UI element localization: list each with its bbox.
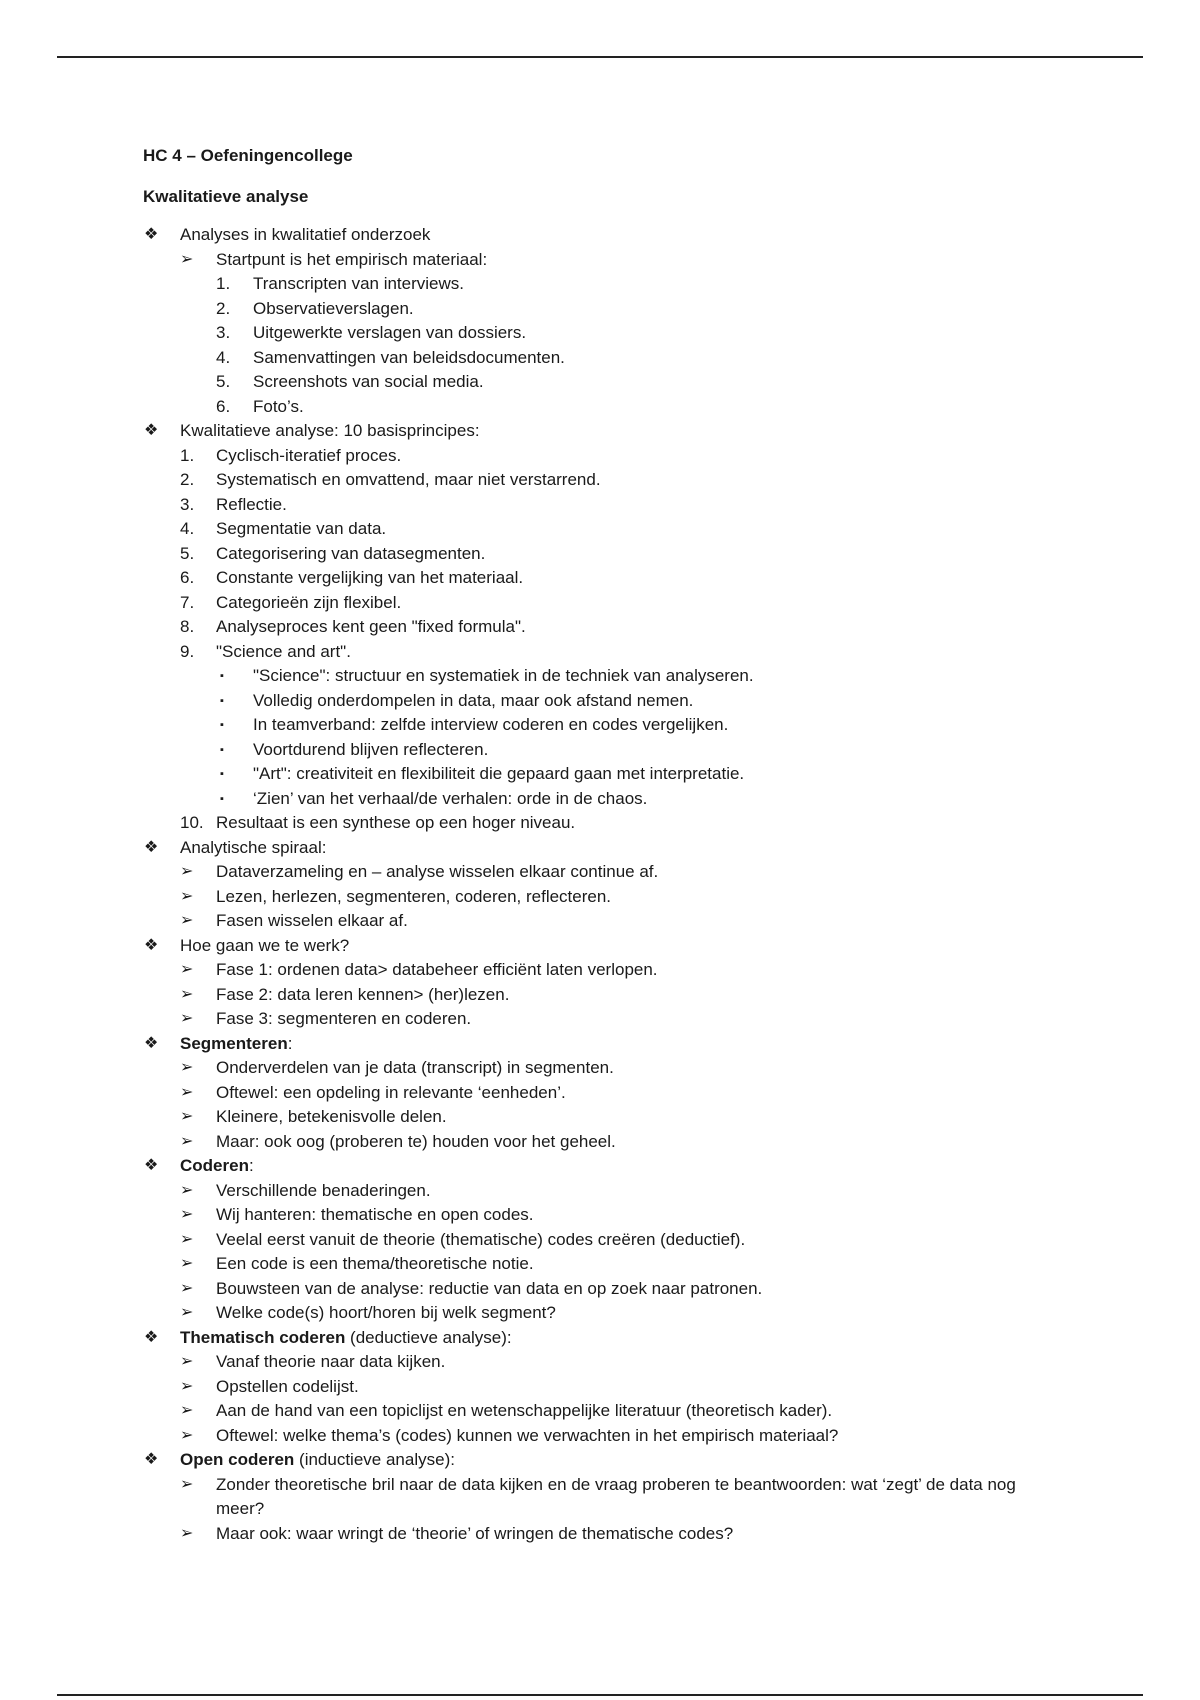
list-item (143, 1105, 1063, 1130)
arrow-bullet-icon: ➢ (180, 1230, 194, 1248)
list-number: 5. (216, 372, 231, 391)
list-number: 9. (180, 641, 195, 661)
list-item-text: Wij hanteren: thematische en open codes. (216, 1205, 534, 1224)
list-item-text: Maar: ook oog (proberen te) houden voor het geheel. (216, 1131, 616, 1151)
list-item (143, 1399, 1063, 1424)
list-item-text: Analyseproces kent geen "fixed formula". (216, 617, 526, 636)
arrow-bullet-icon: ➢ (180, 887, 194, 905)
list-item-text: Fase 3: segmenteren en coderen. (216, 1009, 472, 1028)
list-item-section (143, 1448, 1063, 1473)
arrow-bullet-icon: ➢ (180, 1132, 194, 1150)
square-bullet-icon: ▪ (220, 792, 224, 805)
list-item (143, 1179, 1063, 1204)
list-number: 3. (180, 494, 195, 514)
list-item-text: Bouwsteen van de analyse: reductie van data en op zoek naar patronen. (216, 1278, 763, 1298)
square-bullet-icon: ▪ (220, 670, 224, 682)
list-item-text: In teamverband: zelfde interview coderen en codes vergelijken. (253, 715, 729, 734)
list-item-text: Uitgewerkte verslagen van dossiers. (253, 323, 527, 342)
list-number: 4. (180, 519, 195, 538)
diamond-bullet-icon: ❖ (144, 1451, 159, 1468)
section-title-suffix: (deductieve analyse): (345, 1327, 512, 1347)
list-item (143, 321, 1063, 346)
list-item-text: Segmentatie van data. (216, 519, 387, 538)
list-item (143, 1007, 1063, 1032)
list-item-section (143, 934, 1063, 959)
list-item-text: Vanaf theorie naar data kijken. (216, 1352, 446, 1371)
arrow-bullet-icon: ➢ (180, 250, 194, 268)
list-item-text: Cyclisch-iteratief proces. (216, 445, 402, 465)
list-item-text: Fase 1: ordenen data> databeheer efficiënt laten verlopen. (216, 960, 658, 979)
list-number: 7. (180, 592, 195, 612)
arrow-bullet-icon: ➢ (180, 863, 194, 880)
list-number: 8. (180, 617, 195, 636)
list-item (143, 811, 1063, 836)
list-item (143, 566, 1063, 591)
list-item (143, 346, 1063, 371)
arrow-bullet-icon: ➢ (180, 1353, 194, 1370)
square-bullet-icon: ▪ (220, 743, 224, 756)
list-item-text: "Art": creativiteit en flexibiliteit die gepaard gaan met interpretatie. (253, 764, 745, 783)
list-item-section (143, 223, 1063, 248)
arrow-bullet-icon: ➢ (180, 1402, 194, 1419)
list-item-text: Lezen, herlezen, segmenteren, coderen, reflecteren. (216, 886, 612, 906)
list-item (143, 1277, 1063, 1302)
list-item-text: ‘Zien’ van het verhaal/de verhalen: orde in de chaos. (253, 788, 648, 808)
list-number: 6. (216, 396, 231, 416)
arrow-bullet-icon: ➢ (180, 912, 194, 929)
list-item-text: Systematisch en omvattend, maar niet verstarrend. (216, 470, 601, 489)
list-item-section (143, 1154, 1063, 1179)
list-item-section (143, 1032, 1063, 1057)
list-item-text: Transcripten van interviews. (253, 274, 465, 293)
list-item (143, 370, 1063, 395)
arrow-bullet-icon: ➢ (180, 1206, 194, 1223)
arrow-bullet-icon: ➢ (180, 961, 194, 978)
list-item (143, 640, 1063, 665)
list-item (143, 860, 1063, 885)
list-item (143, 958, 1063, 983)
list-item (143, 542, 1063, 567)
list-item (143, 444, 1063, 469)
arrow-bullet-icon: ➢ (180, 985, 194, 1003)
list-item-text: Constante vergelijking van het materiaal. (216, 568, 524, 587)
list-item (143, 1252, 1063, 1277)
list-item-text: Fase 2: data leren kennen> (her)lezen. (216, 984, 510, 1004)
section-title: Open coderen (180, 1450, 295, 1469)
section-title: Segmenteren (180, 1033, 288, 1053)
list-item-text: Categorisering van datasegmenten. (216, 543, 486, 563)
list-number: 3. (216, 323, 231, 342)
diamond-bullet-icon: ❖ (144, 1034, 159, 1052)
list-item (143, 909, 1063, 934)
arrow-bullet-icon: ➢ (180, 1304, 194, 1321)
list-item-text: Volledig onderdompelen in data, maar ook afstand nemen. (253, 690, 694, 710)
arrow-bullet-icon: ➢ (180, 1279, 194, 1297)
list-item (143, 1375, 1063, 1400)
list-item (143, 689, 1063, 714)
list-item (143, 493, 1063, 518)
list-item (143, 1228, 1063, 1253)
list-item (143, 615, 1063, 640)
list-number: 6. (180, 568, 195, 587)
list-item-text: Categorieën zijn flexibel. (216, 592, 402, 612)
list-item (143, 885, 1063, 910)
list-item (143, 738, 1063, 763)
section-title: Coderen (180, 1156, 249, 1175)
list-item (143, 517, 1063, 542)
list-item-text: Foto’s. (253, 396, 304, 416)
list-item-section (143, 419, 1063, 444)
list-item-text: Opstellen codelijst. (216, 1376, 359, 1396)
list-item-text: Onderverdelen van je data (transcript) in segmenten. (216, 1058, 614, 1077)
arrow-bullet-icon: ➢ (180, 1010, 194, 1027)
arrow-bullet-icon: ➢ (180, 1181, 194, 1199)
list-item-text: Resultaat is een synthese op een hoger niveau. (216, 813, 576, 832)
section-title-suffix: (inductieve analyse): (294, 1450, 455, 1469)
list-item (143, 1081, 1063, 1106)
list-item-text: Kleinere, betekenisvolle delen. (216, 1107, 447, 1126)
section-title: Hoe gaan we te werk? (180, 935, 350, 955)
list-number: 5. (180, 543, 195, 563)
section-heading: Kwalitatieve analyse (143, 186, 309, 206)
section-title-suffix: : (287, 1033, 293, 1053)
list-item-text: Een code is een thema/theoretische notie. (216, 1254, 534, 1273)
list-item-text: Oftewel: welke thema’s (codes) kunnen we verwachten in het empirisch materiaal? (216, 1425, 839, 1445)
list-item (143, 272, 1063, 297)
list-item (143, 1203, 1063, 1228)
section-title-suffix: : (248, 1156, 254, 1175)
list-item (143, 1350, 1063, 1375)
list-item (143, 713, 1063, 738)
diamond-bullet-icon: ❖ (144, 936, 159, 954)
list-number: 2. (180, 470, 195, 489)
footer-rule (57, 1694, 1143, 1696)
list-number: 10. (180, 813, 204, 832)
list-item (143, 983, 1063, 1008)
list-item-text: Fasen wisselen elkaar af. (216, 911, 408, 930)
list-item-text: Oftewel: een opdeling in relevante ‘eenheden’. (216, 1082, 566, 1102)
list-item-section (143, 1326, 1063, 1351)
list-item-text: Maar ook: waar wringt de ‘theorie’ of wringen de thematische codes? (216, 1523, 734, 1543)
arrow-bullet-icon: ➢ (180, 1108, 194, 1125)
document-body (143, 144, 1063, 1546)
list-item-text: Welke code(s) hoort/horen bij welk segment? (216, 1303, 556, 1322)
section-title: Thematisch coderen (180, 1327, 346, 1347)
list-item (143, 591, 1063, 616)
page-title: HC 4 – Oefeningencollege (143, 146, 353, 165)
list-item (143, 468, 1063, 493)
list-item-text: Verschillende benaderingen. (216, 1180, 431, 1200)
list-item-text: Observatieverslagen. (253, 298, 414, 318)
list-item (143, 664, 1063, 689)
section-title: Kwalitatieve analyse: 10 basisprincipes: (180, 421, 480, 440)
list-item-text: Veelal eerst vanuit de theorie (thematische) codes creëren (deductief). (216, 1229, 746, 1249)
list-item-text: Startpunt is het empirisch materiaal: (216, 249, 488, 269)
list-item (143, 248, 1063, 273)
diamond-bullet-icon: ❖ (144, 1157, 159, 1174)
diamond-bullet-icon: ❖ (144, 226, 159, 243)
square-bullet-icon: ▪ (220, 694, 224, 707)
list-item-section (143, 836, 1063, 861)
header-rule (57, 56, 1143, 58)
list-number: 1. (216, 274, 231, 293)
list-item (143, 787, 1063, 812)
list-item (143, 1130, 1063, 1155)
diamond-bullet-icon: ❖ (144, 1328, 159, 1346)
list-item-text: Zonder theoretische bril naar de data kijken en de vraag proberen te beantwoorden: wat ‘zegt’ de data nog meer? (216, 1474, 1016, 1518)
arrow-bullet-icon: ➢ (180, 1083, 194, 1101)
list-item-text: Dataverzameling en – analyse wisselen elkaar continue af. (216, 862, 659, 881)
list-item (143, 1522, 1063, 1547)
section-title: Analytische spiraal: (180, 837, 327, 857)
list-item-text: Samenvattingen van beleidsdocumenten. (253, 347, 565, 367)
section-title: Analyses in kwalitatief onderzoek (180, 225, 431, 244)
list-number: 2. (216, 298, 231, 318)
list-item-text: Reflectie. (216, 494, 287, 514)
square-bullet-icon: ▪ (220, 719, 224, 731)
list-item (143, 1056, 1063, 1081)
list-item-text: "Science and art". (216, 641, 351, 661)
list-item-text: Voortdurend blijven reflecteren. (253, 739, 489, 759)
list-item (143, 762, 1063, 787)
diamond-bullet-icon: ❖ (144, 422, 159, 439)
list-item (143, 1473, 1063, 1522)
arrow-bullet-icon: ➢ (180, 1475, 194, 1493)
list-item (143, 395, 1063, 420)
arrow-bullet-icon: ➢ (180, 1377, 194, 1395)
arrow-bullet-icon: ➢ (180, 1059, 194, 1076)
list-number: 4. (216, 347, 231, 367)
square-bullet-icon: ▪ (220, 768, 224, 780)
list-item-text: Aan de hand van een topiclijst en wetenschappelijke literatuur (theoretisch kader). (216, 1401, 833, 1420)
list-number: 1. (180, 445, 195, 465)
list-item (143, 297, 1063, 322)
arrow-bullet-icon: ➢ (180, 1524, 194, 1542)
list-item-text: "Science": structuur en systematiek in de techniek van analyseren. (253, 666, 754, 685)
list-item (143, 1301, 1063, 1326)
arrow-bullet-icon: ➢ (180, 1426, 194, 1444)
list-item-text: Screenshots van social media. (253, 372, 484, 391)
diamond-bullet-icon: ❖ (144, 838, 159, 856)
arrow-bullet-icon: ➢ (180, 1255, 194, 1272)
list-item (143, 1424, 1063, 1449)
